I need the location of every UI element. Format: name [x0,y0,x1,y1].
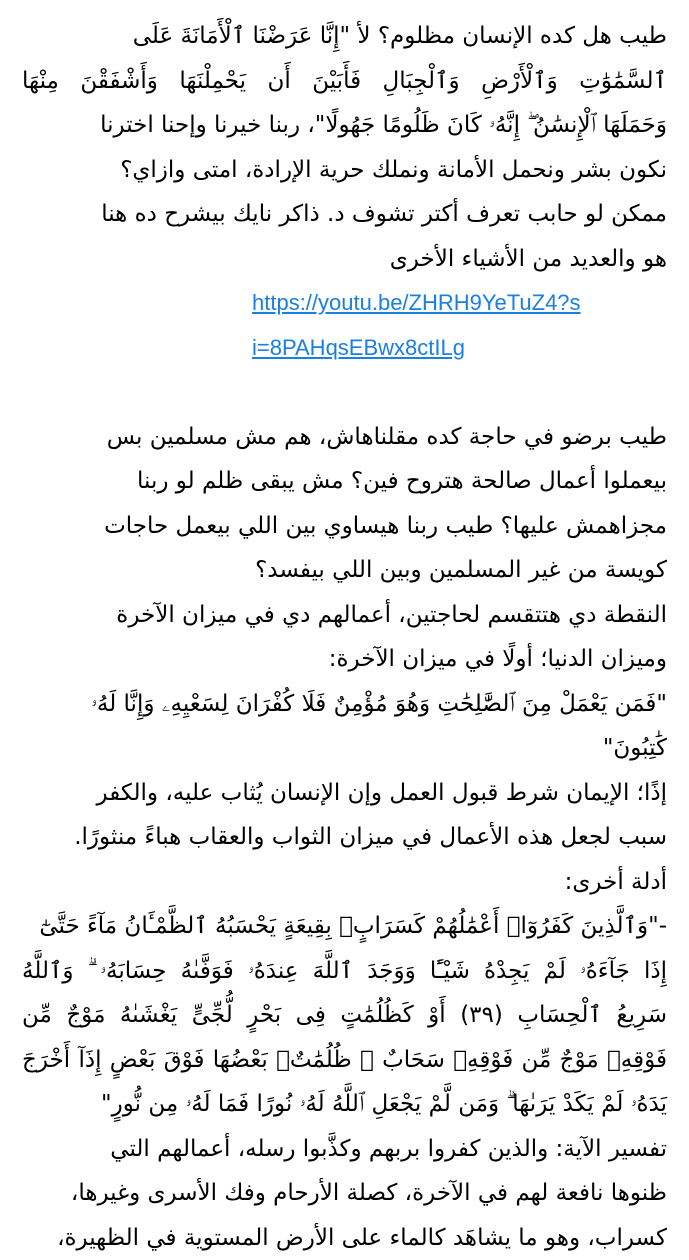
text-line: تفسير الآية: والذين كفروا بربهم وكذَّبوا رسله، أعمالهم التي [22,1127,667,1172]
quran-verse-line: -"وَٱلَّذِينَ كَفَرُوٓا۟ أَعْمَٰلُهُمْ كَسَرَابٍۭ بِقِيعَةٍ يَحْسَبُهُ ٱلظَّمْـَٔانُ مَآءً حَتَّىٰٓ [22,904,667,949]
text-line: أدلة أخرى: [22,860,667,905]
video-link-line [22,281,667,326]
youtube-link-continued[interactable]: i=8PAHqsEBwx8ctILg [252,335,465,360]
text-line: ظنوها نافعة لهم في الآخرة، كصلة الأرحام وفك الأسرى وغيرها، [22,1171,667,1216]
text-line: كويسة من غير المسلمين وبين اللي بيفسد؟ [22,548,667,593]
youtube-link[interactable]: https://youtu.be/ZHRH9YeTuZ4?s [252,290,581,315]
text-line: مجزاهمش عليها؟ طيب ربنا هيساوي بين اللي بيعمل حاجات [22,504,667,549]
quran-verse-line: "فَمَن يَعْمَلْ مِنَ ٱلصَّٰلِحَٰتِ وَهُوَ مُؤْمِنٌ فَلَا كُفْرَانَ لِسَعْيِهِۦ وَإِنَّا لَهُۥ [22,682,667,727]
text-line: كسراب، وهو ما يشاهَد كالماء على الأرض المستوية في الظهيرة، [22,1216,667,1260]
quran-verse-line: سَرِيعُ ٱلْحِسَابِ (٣٩) أَوْ كَظُلُمَٰتٍ فِى بَحْرٍ لُّجِّىٍّ يَغْشَىٰهُ مَوْجٌ مِّن [22,993,667,1038]
quran-verse-line: إِذَا جَآءَهُۥ لَمْ يَجِدْهُ شَيْـًٔا وَوَجَدَ ٱللَّهَ عِندَهُۥ فَوَفَّىٰهُ حِسَابَهُۥ ۗ وَٱللَّهُ [22,949,667,994]
text-line: نكون بشر ونحمل الأمانة ونملك حرية الإرادة، امتى وازاي؟ [22,148,667,193]
quran-verse-line: كَٰتِبُونَ" [22,726,667,771]
text-line: سبب لجعل هذه الأعمال في ميزان الثواب والعقاب هباءً منثورًا. [22,815,667,860]
paragraph-spacer [22,370,667,415]
text-line: طيب برضو في حاجة كده مقلناهاش، هم مش مسلمين بس [22,415,667,460]
text-line: بيعملوا أعمال صالحة هتروح فين؟ مش يبقى ظلم لو ربنا [22,459,667,504]
text-line: وميزان الدنيا؛ أولًا في ميزان الآخرة: [22,637,667,682]
text-line: وَحَمَلَهَا ٱلْإِنسَٰنُ ۖ إِنَّهُۥ كَانَ ظَلُومًا جَهُولًا"، ربنا خيرنا وإحنا اخترنا [22,103,667,148]
text-line: هو والعديد من الأشياء الأخرى [22,237,667,282]
text-line: ٱلسَّمَٰوَٰتِ وَٱلْأَرْضِ وَٱلْجِبَالِ فَأَبَيْنَ أَن يَحْمِلْنَهَا وَأَشْفَقْنَ مِنْهَا [22,59,667,104]
text-line: ممكن لو حابب تعرف أكتر تشوف د. ذاكر نايك بيشرح ده هنا [22,192,667,237]
text-line: إذًا؛ الإيمان شرط قبول العمل وإن الإنسان يُثاب عليه، والكفر [22,771,667,816]
quran-verse-line: يَدَهُۥ لَمْ يَكَدْ يَرَىٰهَا ۗ وَمَن لَّمْ يَجْعَلِ ٱللَّهُ لَهُۥ نُورًا فَمَا لَهُۥ مِن نُّورٍ" [22,1082,667,1127]
text-line: النقطة دي هتتقسم لحاجتين، أعمالهم دي في ميزان الآخرة [22,593,667,638]
quran-verse-line: فَوْقِهِۦ مَوْجٌ مِّن فَوْقِهِۦ سَحَابٌ ۚ ظُلُمَٰتٌۢ بَعْضُهَا فَوْقَ بَعْضٍ إِذَآ أَخْرَجَ [22,1038,667,1083]
video-link-line [22,326,667,371]
text-line: طيب هل كده الإنسان مظلوم؟ لأ "إِنَّا عَرَضْنَا ٱلْأَمَانَةَ عَلَى [22,14,667,59]
